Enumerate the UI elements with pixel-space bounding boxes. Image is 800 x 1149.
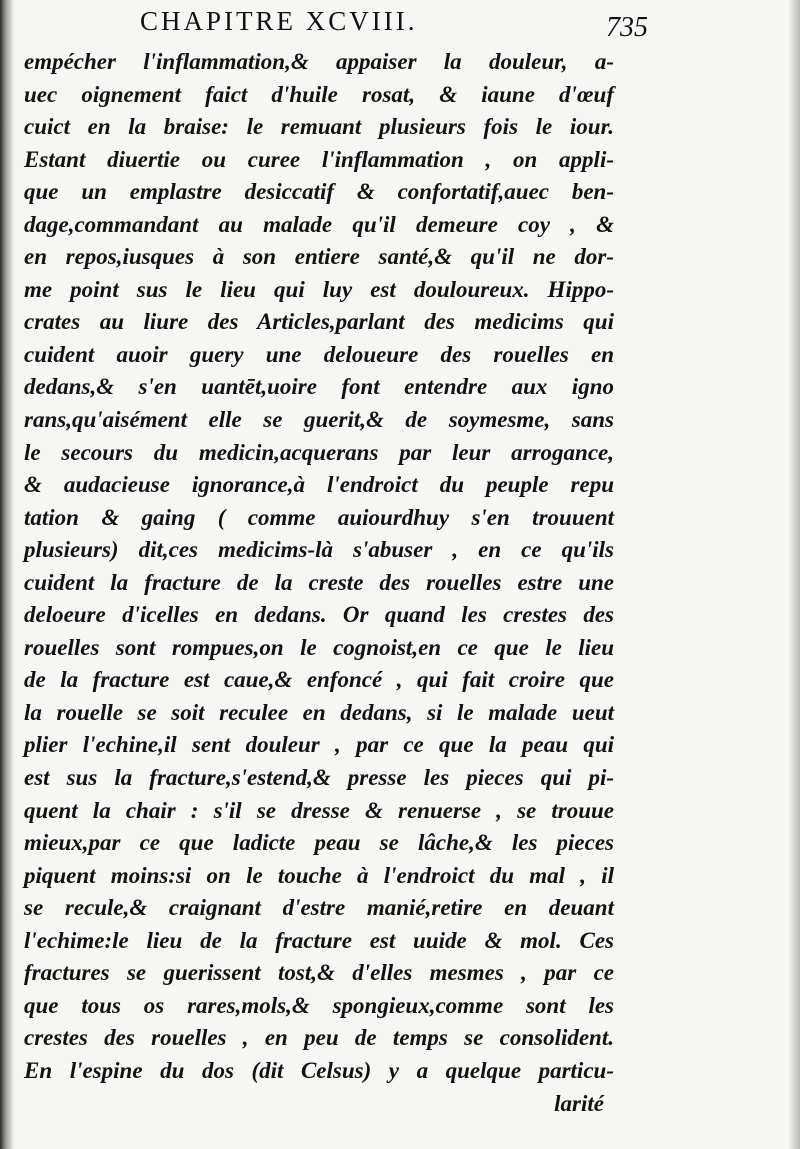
text-line: cuident la fracture de la creste des rouelles estre une bbox=[24, 569, 614, 595]
text-line: que un emplastre desiccatif & confortatif,auec ben- bbox=[24, 179, 614, 205]
text-line: est sus la fracture,s'estend,& presse les pieces qui pi- bbox=[24, 765, 614, 791]
text-line: & audacieuse ignorance,à l'endroict du peuple repu bbox=[24, 472, 614, 498]
body-text bbox=[24, 46, 614, 1120]
text-line: le secours du medicin,acquerans par leur arrogance, bbox=[24, 439, 614, 465]
text-line: cuident auoir guery une deloueure des rouelles en bbox=[24, 341, 614, 367]
text-line: rans,qu'aisément elle se guerit,& de soymesme, sans bbox=[24, 407, 614, 433]
text-line: Estant diuertie ou curee l'inflammation , on appli- bbox=[24, 146, 614, 172]
text-line: se recule,& craignant d'estre manié,retire en deuant bbox=[24, 895, 614, 921]
text-line: piquent moins:si on le touche à l'endroict du mal , il bbox=[24, 862, 614, 888]
page-edge-shading bbox=[788, 0, 800, 1149]
text-line: dedans,& s'en uantēt,uoire font entendre aux igno bbox=[24, 374, 614, 400]
text-line: deloeure d'icelles en dedans. Or quand les crestes des bbox=[24, 602, 614, 628]
text-line: rouelles sont rompues,on le cognoist,en ce que le lieu bbox=[24, 634, 614, 660]
text-line: crates au liure des Articles,parlant des medicims qui bbox=[24, 309, 614, 335]
text-line: uec oignement faict d'huile rosat, & iaune d'œuf bbox=[24, 81, 614, 107]
text-line: dage,commandant au malade qu'il demeure coy , & bbox=[24, 211, 614, 237]
text-line: plier l'echine,il sent douleur , par ce que la peau qui bbox=[24, 732, 614, 758]
text-line: mieux,par ce que ladicte peau se lâche,& les pieces bbox=[24, 830, 614, 856]
catchword: larité bbox=[554, 1090, 604, 1116]
text-line: l'echime:le lieu de la fracture est uuide & mol. Ces bbox=[24, 927, 614, 953]
text-line: en repos,iusques à son entiere santé,& qu'il ne dor- bbox=[24, 244, 614, 270]
running-head: CHAPITRE XCVIII. bbox=[140, 6, 418, 36]
text-line: la rouelle se soit reculee en dedans, si le malade ueut bbox=[24, 699, 614, 725]
text-line: de la fracture est caue,& enfoncé , qui fait croire que bbox=[24, 667, 614, 693]
text-line: quent la chair : s'il se dresse & renuerse , se trouue bbox=[24, 797, 614, 823]
page-gutter-shadow bbox=[0, 0, 14, 1149]
text-line: tation & gaing ( comme auiourdhuy s'en trouuent bbox=[24, 504, 614, 530]
text-line: En l'espine du dos (dit Celsus) y a quelque particu- bbox=[24, 1057, 614, 1083]
page-number: 735 bbox=[606, 12, 648, 43]
text-line: cuict en la braise: le remuant plusieurs fois le iour. bbox=[24, 114, 614, 140]
text-line: que tous os rares,mols,& spongieux,comme sont les bbox=[24, 992, 614, 1018]
text-line: plusieurs) dit,ces medicims-là s'abuser , en ce qu'ils bbox=[24, 537, 614, 563]
text-line: fractures se guerissent tost,& d'elles mesmes , par ce bbox=[24, 960, 614, 986]
text-line: crestes des rouelles , en peu de temps se consolident. bbox=[24, 1025, 614, 1051]
text-line: empécher l'inflammation,& appaiser la douleur, a- bbox=[24, 49, 614, 74]
text-line: me point sus le lieu qui luy est douloureux. Hippo- bbox=[24, 276, 614, 302]
